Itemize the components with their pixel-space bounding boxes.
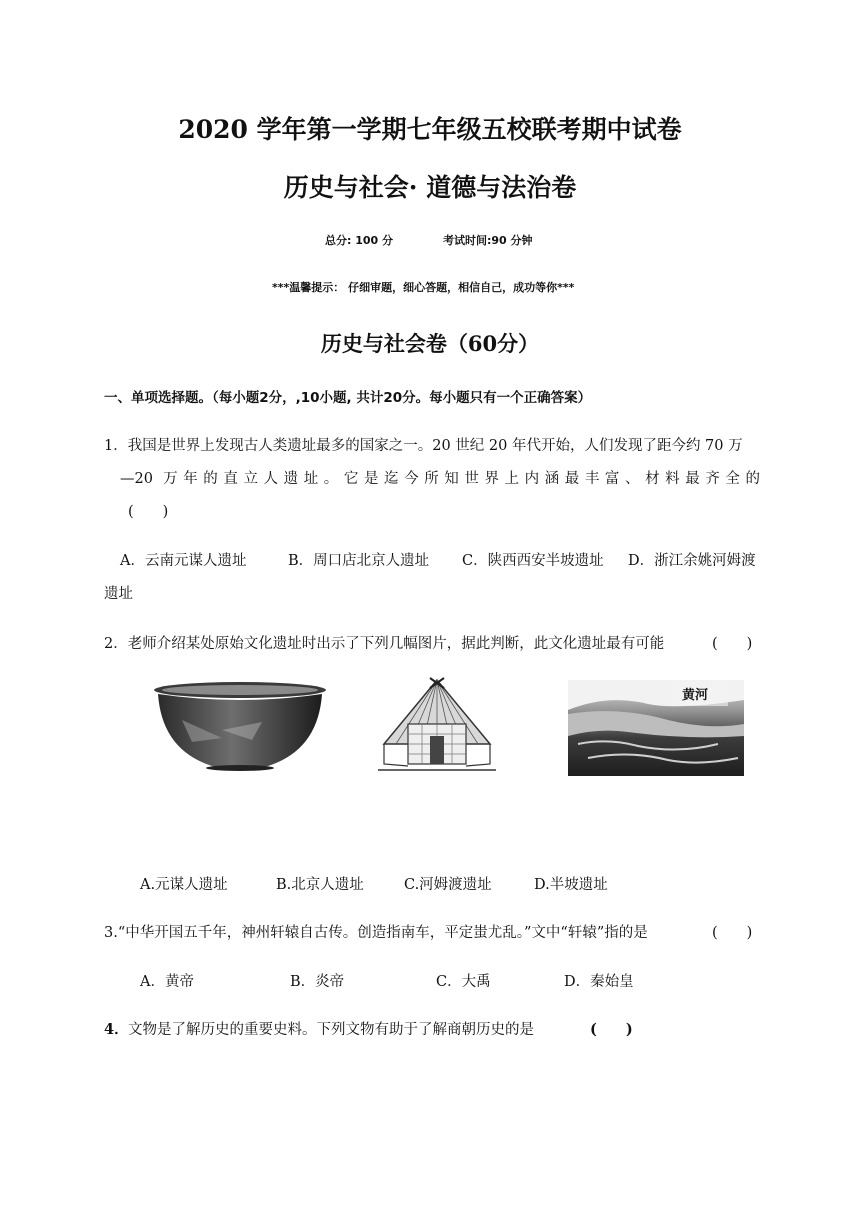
exam-time: 考试时间:90 分钟	[443, 234, 533, 247]
q1-option-d-wrap: 遗址	[104, 586, 133, 602]
q4-bracket: ( )	[590, 1021, 633, 1038]
section-title: 历史与社会卷（60分）	[320, 331, 540, 356]
semi-subterranean-house-image	[378, 674, 496, 778]
q1-option-c: C．陕西西安半坡遗址	[462, 553, 604, 569]
yellow-river-label: 黄河	[682, 688, 709, 703]
q1-bracket: ( )	[128, 504, 169, 520]
q1-option-d: D．浙江余姚河姆渡	[628, 553, 756, 569]
q1-line2: —20 万年的直立人遗址。它是迄今所知世界上内涵最丰富、材料最齐全的	[120, 471, 760, 487]
q2-option-a: A.元谋人遗址	[140, 877, 228, 893]
q2-option-d: D.半坡遗址	[534, 877, 608, 893]
yellow-river-photo-image	[568, 680, 744, 776]
pottery-basin-image	[152, 680, 328, 772]
q2-option-c: C.河姆渡遗址	[404, 877, 492, 893]
total-score: 总分: 100 分	[325, 234, 394, 247]
q1-line1: 1．我国是世界上发现古人类遗址最多的国家之一。20 世纪 20 年代开始，人们发现了距今约 70 万	[104, 438, 743, 454]
exam-title: 2020 学年第一学期七年级五校联考期中试卷	[178, 115, 682, 144]
q3-option-c: C．大禹	[436, 974, 491, 990]
q2-option-b: B.北京人遗址	[276, 877, 364, 893]
q2-text: 2．老师介绍某处原始文化遗址时出示了下列几幅图片，据此判断，此文化遗址最有可能	[104, 636, 665, 652]
q3-text: 3.“中华开国五千年，神州轩辕自古传。创造指南车，平定蚩尤乱。”文中“轩辕”指的是	[104, 925, 648, 941]
q3-option-a: A．黄帝	[140, 974, 194, 990]
part1-heading: 一、单项选择题。（每小题2分，,10小题, 共计20分。每小题只有一个正确答案）	[104, 390, 592, 406]
q3-option-d: D．秦始皇	[564, 974, 634, 990]
q1-option-a: A．云南元谋人遗址	[120, 553, 247, 569]
q4-text: 文物是了解历史的重要史料。下列文物有助于了解商朝历史的是	[128, 1022, 534, 1038]
q4-number: 4．	[104, 1021, 129, 1038]
exam-tip: ***温馨提示： 仔细审题，细心答题，相信自己，成功等你***	[272, 281, 575, 294]
q3-option-b: B．炎帝	[290, 974, 345, 990]
q2-bracket: ( )	[712, 636, 753, 652]
q1-option-b: B．周口店北京人遗址	[288, 553, 430, 569]
exam-subtitle: 历史与社会· 道德与法治卷	[283, 173, 577, 202]
q3-bracket: ( )	[712, 925, 753, 941]
